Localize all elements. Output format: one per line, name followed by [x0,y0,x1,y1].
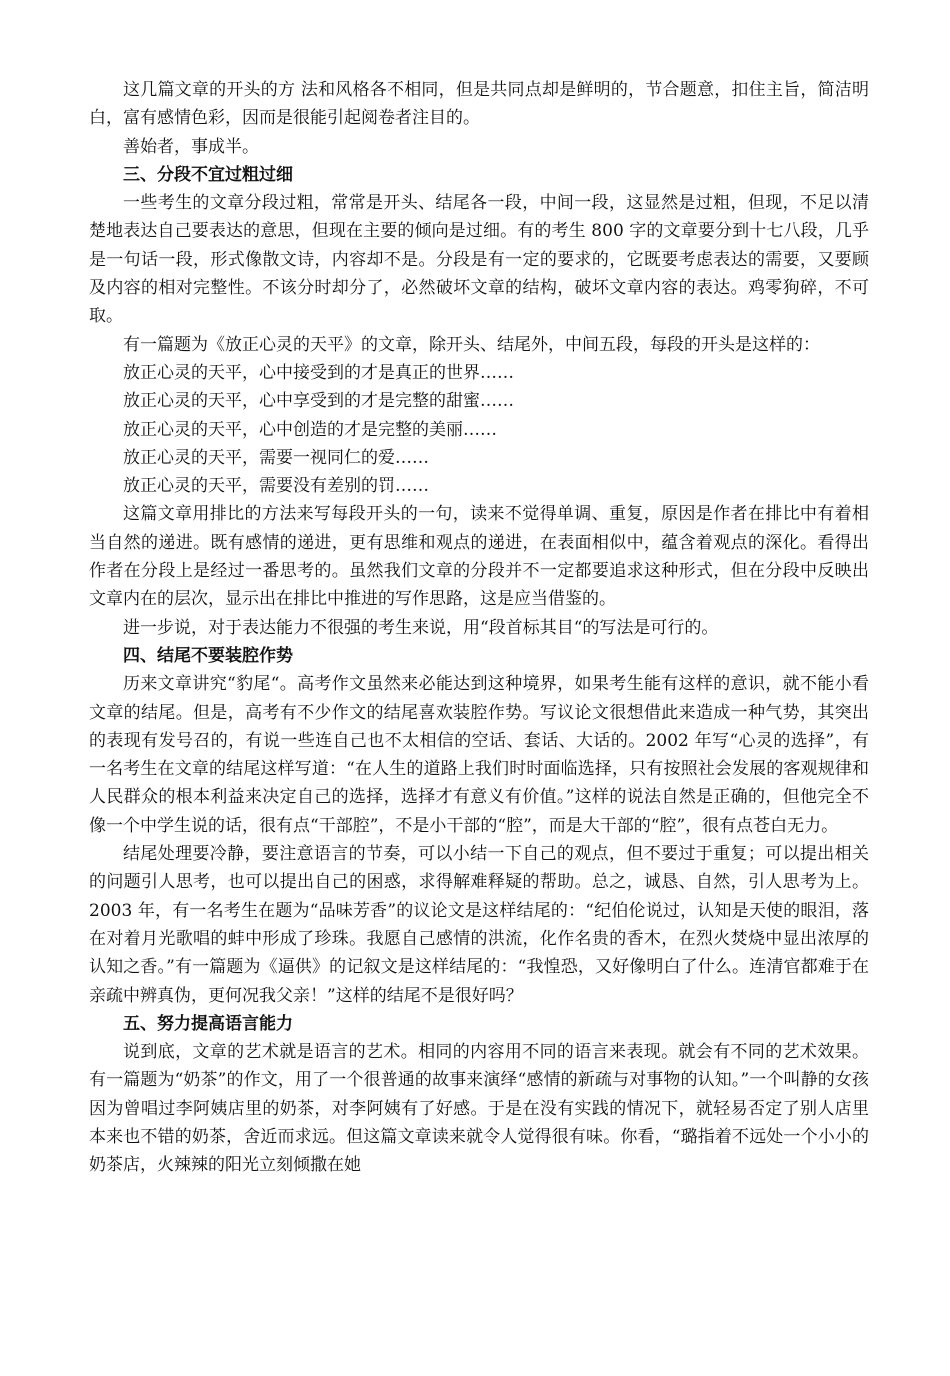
quote-line: 放正心灵的天平，需要没有差别的罚…… [123,476,429,497]
paragraph: 善始者，事成半。 [123,136,259,157]
document-body [89,76,869,1180]
paragraph: 进一步说，对于表达能力不很强的考生来说，用“段首标其目“的写法是可行的。 [123,617,719,638]
paragraph: 这篇文章用排比的方法来写每段开头的一句，读来不觉得单调、重复，原因是作者在排比中有着相当自然的递进。既有感情的递进，更有思维和观点的递进，在表面相似中，蕴含着观点的深化。看得出作者在分段上是经过一番思考的。虽然我们文章的分段并不一定都要追求这种形式，但在分段中反映出文章内在的层次，显示出在排比中推进的写作思路，这是应当借鉴的。 [89,504,869,610]
section-heading: 四、结尾不要装腔作势 [123,645,293,666]
paragraph: 结尾处理要冷静，要注意语言的节奏，可以小结一下自己的观点，但不要过于重复；可以提出相关的问题引人思考，也可以提出自己的困惑，求得解难释疑的帮助。总之，诚恳、自然，引人思考为上。2003 年，有一名考生在题为“品味芳香”的议论文是这样结尾的：“纪伯伦说过，认知是天使的眼泪，落在对着月光歌唱的蚌中形成了珍珠。我愿自己感情的洪流，化作名贵的香木，在烈火焚烧中显出浓厚的认知之香。”有一篇题为《逼供》的记叙文是这样结尾的：“我惶恐，又好像明白了什么。连清官都难于在亲疏中辨真伪，更何况我父亲！”这样的结尾不是很好吗？ [89,844,869,1006]
section-heading: 三、分段不宜过粗过细 [123,164,293,185]
paragraph: 历来文章讲究“豹尾“。高考作文虽然来必能达到这种境界，如果考生能有这样的意识，就不能小看文章的结尾。但是，高考有不少作文的结尾喜欢装腔作势。写议论文很想借此来造成一种气势，其突出的表现有发号召的，有说一些连自己也不太相信的空话、套话、大话的。2002 年写“心灵的选择”，有一名考生在文章的结尾这样写道：“在人生的道路上我们时时面临选择，只有按照社会发展的客观规律和人民群众的根本利益来决定自己的选择，选择才有意义有价值。”这样的说法自然是正确的，但他完全不像一个中学生说的话，很有点“干部腔”，不是小干部的“腔”，而是大干部的“腔”，很有点苍白无力。 [89,674,869,836]
quote-line: 放正心灵的天平，需要一视同仁的爱…… [123,447,429,468]
quote-line: 放正心灵的天平，心中接受到的才是真正的世界…… [123,362,514,383]
paragraph: 说到底，文章的艺术就是语言的艺术。相同的内容用不同的语言来表现。就会有不同的艺术效果。有一篇题为“奶茶”的作文，用了一个很普通的故事来演绎“感情的新疏与对事物的认知。”一个叫静的女孩因为曾唱过李阿姨店里的奶茶，对李阿姨有了好感。于是在没有实践的情况下，就轻易否定了别人店里本来也不错的奶茶，舍近而求远。但这篇文章读来就令人觉得很有味。你看，“璐指着不远处一个小小的奶茶店，火辣辣的阳光立刻倾撒在她 [89,1042,869,1176]
quote-line: 放正心灵的天平，心中享受到的才是完整的甜蜜…… [123,391,514,412]
section-heading: 五、努力提高语言能力 [123,1013,293,1034]
quote-line: 放正心灵的天平，心中创造的才是完整的美丽…… [123,419,497,440]
paragraph: 有一篇题为《放正心灵的天平》的文章，除开头、结尾外，中间五段，每段的开头是这样的： [123,334,820,355]
paragraph: 一些考生的文章分段过粗，常常是开头、结尾各一段，中间一段，这显然是过粗，但现，不足以清楚地表达自己要表达的意思，但现在主要的倾向是过细。有的考生 800 字的文章要分到十七八段，几乎是一句话一段，形式像散文诗，内容却不是。分段是有一定的要求的，它既要考虑表达的需要，又要顾及内容的相对完整性。不该分时却分了，必然破坏文章的结构，破坏文章内容的表达。鸡零狗碎，不可取。 [89,193,869,327]
paragraph: 这几篇文章的开头的方 法和风格各不相同，但是共同点却是鲜明的，节合题意，扣住主旨，简洁明白，富有感情色彩，因而是很能引起阅卷者注目的。 [89,80,869,129]
